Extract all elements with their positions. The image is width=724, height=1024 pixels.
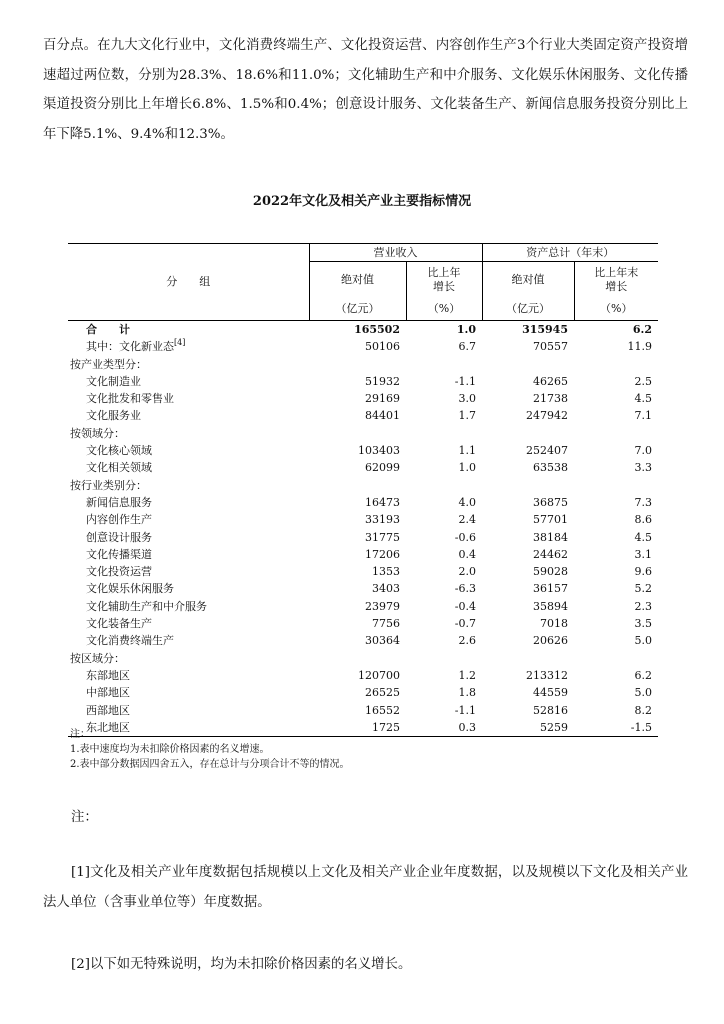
cell-rev: 120700 (358, 668, 400, 682)
table-row (68, 356, 658, 373)
row-label-text: 文化相关领域 (86, 461, 152, 475)
cell-rev: 29169 (365, 392, 400, 406)
cell-rev: 3403 (372, 582, 400, 596)
cell-rev: 31775 (365, 530, 400, 544)
cell-rev (309, 356, 406, 373)
cell-rev-g: -0.7 (454, 617, 476, 631)
row-label-text: 文化装备生产 (86, 617, 152, 631)
row-label-text: 文化投资运营 (86, 565, 152, 579)
cell-assets-g: 5.2 (634, 582, 652, 596)
cell-assets: 46265 (533, 374, 568, 388)
row-label-text: 文化辅助生产和中介服务 (86, 599, 207, 613)
row-label (68, 425, 309, 442)
cell-assets: 21738 (533, 392, 568, 406)
header-assets-growth-line1: 比上年末 (594, 266, 639, 279)
cell-rev-g: 1.8 (458, 686, 476, 700)
header-assets-unit: （亿元） (482, 298, 574, 321)
row-label-text: 中部地区 (86, 686, 130, 700)
row-label (68, 442, 309, 459)
cell-rev: 17206 (365, 547, 400, 561)
cell-assets: 52816 (533, 703, 568, 717)
header-assets-growth (574, 262, 658, 299)
cell-assets-g: 7.1 (634, 409, 652, 423)
row-label (68, 338, 309, 355)
cell-rev: 33193 (365, 513, 400, 527)
row-label-text: 合 计 (86, 323, 130, 336)
header-assets-pct: （%） (574, 298, 658, 321)
cell-rev: 51932 (365, 374, 400, 388)
row-label-text: 文化消费终端生产 (86, 634, 174, 648)
cell-assets-g (574, 356, 658, 373)
cell-assets-g: 7.3 (634, 495, 652, 509)
table-note-heading: 注： (70, 729, 90, 740)
table-row (68, 650, 658, 667)
row-label (68, 598, 309, 615)
row-label (68, 459, 309, 476)
cell-rev-g: 0.3 (406, 719, 482, 737)
table-row (68, 580, 658, 597)
cell-assets-g: 4.5 (634, 392, 652, 406)
cell-rev-g: 2.4 (458, 513, 476, 527)
cell-rev (309, 477, 406, 494)
cell-assets-g: 11.9 (627, 340, 652, 354)
header-assets: 资产总计（年末） (482, 244, 658, 262)
cell-rev: 7756 (372, 617, 400, 631)
cell-assets-g: 3.3 (634, 461, 652, 475)
cell-rev-g: 3.0 (458, 392, 476, 406)
table-header (68, 244, 658, 321)
cell-assets: 213312 (526, 668, 568, 682)
row-label-text: 按产业类型分： (70, 357, 147, 371)
cell-rev-g: -0.6 (454, 530, 476, 544)
footnotes-heading: 注： (71, 810, 98, 825)
row-label (68, 702, 309, 719)
table-row (68, 563, 658, 580)
row-label-text: 文化娱乐休闲服务 (86, 582, 174, 596)
table-row (68, 442, 658, 459)
header-rev-unit: （亿元） (309, 298, 406, 321)
table-row (68, 702, 658, 719)
table-row (68, 494, 658, 511)
cell-assets (482, 356, 574, 373)
cell-rev: 16552 (365, 703, 400, 717)
row-label (68, 684, 309, 701)
cell-assets: 38184 (533, 530, 568, 544)
cell-rev-g: 1.1 (458, 444, 476, 458)
row-label-text: 新闻信息服务 (86, 495, 152, 509)
cell-rev: 62099 (365, 461, 400, 475)
table-title: 2022年文化及相关产业主要指标情况 (252, 194, 472, 209)
header-group: 分 组 (68, 244, 309, 321)
row-label-text: 东北地区 (86, 720, 130, 734)
indicator-table (68, 243, 658, 737)
cell-assets: 35894 (533, 599, 568, 613)
cell-assets-g: 5.0 (634, 686, 652, 700)
row-label (68, 667, 309, 684)
cell-rev: 23979 (365, 599, 400, 613)
table-row (68, 390, 658, 407)
row-label (68, 580, 309, 597)
row-label (68, 615, 309, 632)
row-label-text: 内容创作生产 (86, 513, 152, 527)
cell-assets-g: 8.6 (634, 513, 652, 527)
cell-assets-g: 6.2 (574, 321, 658, 339)
table-row (68, 546, 658, 563)
row-label (68, 563, 309, 580)
cell-rev-g: -1.1 (454, 374, 476, 388)
table-row (68, 632, 658, 649)
cell-assets-g: 4.5 (634, 530, 652, 544)
cell-rev: 103403 (358, 444, 400, 458)
header-rev-growth (406, 262, 482, 299)
table-row (68, 477, 658, 494)
cell-assets-g: 8.2 (634, 703, 652, 717)
cell-assets: 36875 (533, 495, 568, 509)
table-row (68, 459, 658, 476)
footnote-2: [2]以下如无特殊说明，均为未扣除价格因素的名义增长。 (71, 957, 412, 972)
table-row (68, 373, 658, 390)
cell-rev-g: -6.3 (454, 582, 476, 596)
cell-rev-g (406, 356, 482, 373)
intro-paragraph: 百分点。在九大文化行业中，文化消费终端生产、文化投资运营、内容创作生产3个行业大类固定资产投资增速超过两位数，分别为28.3%、18.6%和11.0%；文化辅助生产和中介服务、文化娱乐休闲服务、文化传播渠道投资分别比上年增长6.8%、1.5%和0.4%；创意设计服务、文化装备生产、新闻信息服务投资分别比上年下降5.1%、9.4%和12.3%。 (43, 38, 688, 142)
row-label (68, 321, 309, 339)
cell-assets: 70557 (533, 340, 568, 354)
row-label (68, 494, 309, 511)
cell-rev-g: 1.0 (406, 321, 482, 339)
row-label (68, 373, 309, 390)
cell-rev-g: 4.0 (458, 495, 476, 509)
row-label-text: 文化批发和零售业 (86, 392, 174, 406)
row-label (68, 407, 309, 424)
cell-assets: 36157 (533, 582, 568, 596)
cell-rev-g: 2.6 (458, 634, 476, 648)
footnote-1: [1]文化及相关产业年度数据包括规模以上文化及相关产业企业年度数据，以及规模以下文化及相关产业法人单位（含事业单位等）年度数据。 (43, 865, 688, 910)
table-row (68, 407, 658, 424)
cell-rev: 84401 (365, 409, 400, 423)
cell-assets-g: 9.6 (634, 565, 652, 579)
cell-assets (482, 425, 574, 442)
row-label-text: 西部地区 (86, 703, 130, 717)
row-label (68, 477, 309, 494)
row-label-text: 东部地区 (86, 668, 130, 682)
row-label (68, 529, 309, 546)
cell-assets: 315945 (482, 321, 574, 339)
row-label (68, 650, 309, 667)
cell-assets (482, 650, 574, 667)
cell-assets: 63538 (533, 461, 568, 475)
row-label-text: 文化制造业 (86, 374, 141, 388)
cell-assets: 44559 (533, 686, 568, 700)
cell-rev: 1353 (372, 565, 400, 579)
footnote-ref: [4] (174, 338, 186, 348)
row-label-text: 文化传播渠道 (86, 547, 152, 561)
header-assets-abs: 绝对值 (482, 262, 574, 299)
cell-rev (309, 425, 406, 442)
row-label-text: 按行业类别分： (70, 478, 147, 492)
cell-assets-g: 7.0 (634, 444, 652, 458)
cell-assets: 20626 (533, 634, 568, 648)
row-label-text: 按区域分： (70, 651, 125, 665)
cell-assets-g: 2.3 (634, 599, 652, 613)
cell-rev: 26525 (365, 686, 400, 700)
cell-rev-g (406, 650, 482, 667)
cell-rev: 165502 (309, 321, 406, 339)
row-label (68, 356, 309, 373)
cell-assets: 5259 (482, 719, 574, 737)
table-note-1: 1.表中速度均为未扣除价格因素的名义增速。 (70, 744, 270, 755)
cell-rev-g: 1.2 (458, 668, 476, 682)
cell-assets: 7018 (540, 617, 568, 631)
row-label (68, 546, 309, 563)
cell-rev-g: -0.4 (454, 599, 476, 613)
cell-rev-g: -1.1 (454, 703, 476, 717)
row-label-text: 文化核心领域 (86, 444, 152, 458)
cell-assets (482, 477, 574, 494)
table-note-2: 2.表中部分数据因四舍五入，存在总计与分项合计不等的情况。 (70, 759, 350, 770)
cell-assets-g: -1.5 (574, 719, 658, 737)
cell-rev-g: 0.4 (458, 547, 476, 561)
table-row (68, 321, 658, 339)
cell-assets: 57701 (533, 513, 568, 527)
cell-assets: 59028 (533, 565, 568, 579)
cell-rev-g: 1.7 (458, 409, 476, 423)
table-row (68, 511, 658, 528)
cell-rev-g: 1.0 (458, 461, 476, 475)
row-label-text: 按领域分： (70, 426, 125, 440)
row-label (68, 390, 309, 407)
cell-rev: 1725 (309, 719, 406, 737)
cell-rev: 16473 (365, 495, 400, 509)
cell-assets: 247942 (526, 409, 568, 423)
table-row (68, 425, 658, 442)
table-row (68, 667, 658, 684)
cell-assets: 252407 (526, 444, 568, 458)
header-rev-abs: 绝对值 (309, 262, 406, 299)
cell-rev: 30364 (365, 634, 400, 648)
header-rev-pct: （%） (406, 298, 482, 321)
header-revenue: 营业收入 (309, 244, 482, 262)
table-body (68, 321, 658, 737)
header-rev-growth-line2: 增长 (433, 280, 455, 293)
table-row (68, 684, 658, 701)
cell-assets-g (574, 477, 658, 494)
cell-rev-g (406, 425, 482, 442)
table-notes (70, 727, 350, 772)
header-rev-growth-line1: 比上年 (427, 266, 461, 279)
table-row (68, 598, 658, 615)
row-label (68, 632, 309, 649)
header-assets-growth-line2: 增长 (605, 280, 628, 293)
row-label-text: 创意设计服务 (86, 530, 152, 544)
cell-rev (309, 650, 406, 667)
table-row (68, 529, 658, 546)
cell-assets-g (574, 425, 658, 442)
table-row (68, 338, 658, 355)
cell-assets: 24462 (533, 547, 568, 561)
cell-rev: 50106 (365, 340, 400, 354)
cell-assets-g: 3.1 (634, 547, 652, 561)
cell-rev-g: 2.0 (458, 565, 476, 579)
cell-assets-g: 2.5 (634, 374, 652, 388)
cell-rev-g (406, 477, 482, 494)
table-row (68, 615, 658, 632)
row-label-text: 文化服务业 (86, 409, 141, 423)
cell-assets-g: 5.0 (634, 634, 652, 648)
cell-assets-g: 3.5 (634, 617, 652, 631)
cell-rev-g: 6.7 (458, 340, 476, 354)
row-label-text: 其中：文化新业态 (86, 340, 174, 354)
cell-assets-g: 6.2 (634, 668, 652, 682)
cell-assets-g (574, 650, 658, 667)
row-label (68, 511, 309, 528)
